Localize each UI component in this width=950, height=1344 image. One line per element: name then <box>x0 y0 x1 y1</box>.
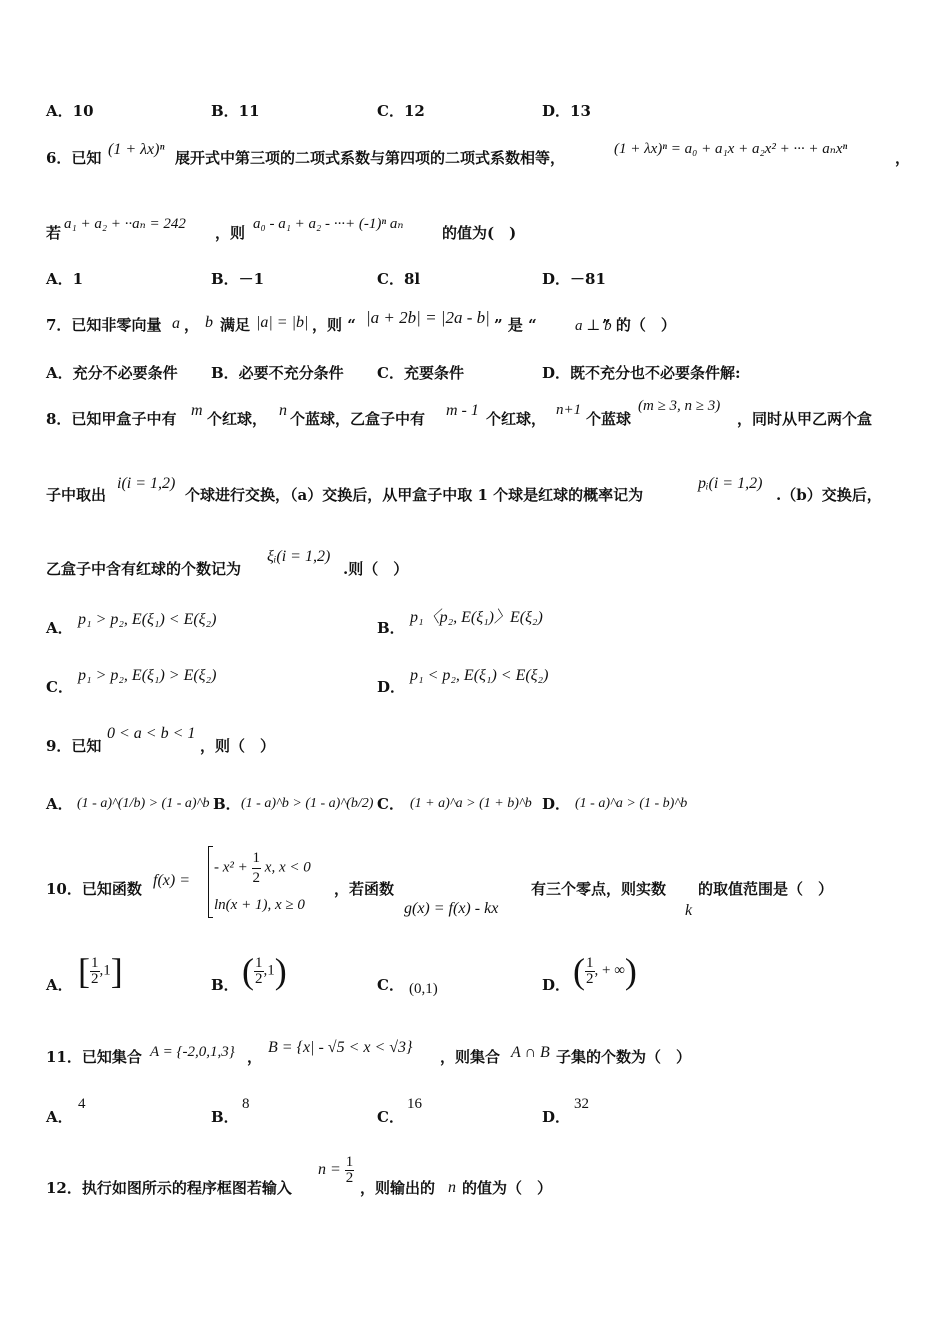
q6-option-d: D．－81 <box>542 270 606 288</box>
q10-option-b <box>242 953 287 989</box>
q12-mid: ，则输出的 <box>360 1179 436 1197</box>
q8-option-c-label: C． <box>46 678 73 696</box>
q11-option-b-label: B． <box>211 1108 239 1126</box>
q8-m-minus-1: m - 1 <box>446 402 479 419</box>
q6-option-a: A．1 <box>46 270 84 288</box>
q8-cond: (m ≥ 3, n ≥ 3) <box>638 398 721 414</box>
q10-mid2: 有三个零点，则实数 <box>531 880 667 898</box>
q7-perp: a ⊥ b <box>575 318 612 334</box>
q12-input <box>318 1155 354 1186</box>
q9-option-a: (1 - a)^(1/b) > (1 - a)^b <box>77 796 210 811</box>
q9-cond: 0 < a < b < 1 <box>107 725 196 742</box>
q7-sep: ， <box>184 316 200 334</box>
q10-d-half: $\frac{1}{2}$ <box>586 954 594 987</box>
q10-d-right-paren: ) <box>624 951 637 991</box>
q10-mid: ，若函数 <box>334 880 395 898</box>
q6-prefix: 6．已知 <box>46 149 102 167</box>
q9-option-c: (1 + a)^a > (1 + b)^b <box>410 796 532 811</box>
q8-t3: 个红球， <box>486 410 547 428</box>
q7-text2: ，则 “ <box>312 316 356 334</box>
q8-option-d-label: D． <box>377 678 406 696</box>
q6-line2-mid: ，则 <box>215 224 246 242</box>
q8-t4: 个蓝球 <box>586 410 632 428</box>
q8-t5: ，同时从甲乙两个盒 <box>737 410 873 428</box>
q8-t2: 个蓝球，乙盒子中有 <box>290 410 426 428</box>
q11-option-d-label: D． <box>542 1108 571 1126</box>
q12-n: n <box>448 1179 456 1196</box>
q11-option-b: 8 <box>242 1096 250 1112</box>
q8-n: n <box>279 402 287 419</box>
q8-prefix: 8．已知甲盒子中有 <box>46 410 177 428</box>
q10-option-d-label: D． <box>542 976 571 994</box>
q11-suffix: 子集的个数为（ ） <box>556 1048 692 1066</box>
q10-option-b-label: B． <box>211 976 239 994</box>
q10-option-c: (0,1) <box>409 981 438 997</box>
q10-k: k <box>685 902 693 919</box>
q8-line3-suffix: .则（ ） <box>343 560 409 578</box>
q8-line2-prefix: 子中取出 <box>46 486 107 504</box>
q10-a-left-bracket: [ <box>78 951 90 991</box>
q10-option-a-label: A． <box>46 976 73 994</box>
q5-option-b: B．11 <box>211 102 260 120</box>
q9-prefix: 9．已知 <box>46 737 102 755</box>
q11-sep: ， <box>247 1048 263 1066</box>
q11-set-b: B = {x| - √5 < x < √3} <box>268 1039 413 1056</box>
q12-num: 1 <box>345 1154 354 1170</box>
q10-fx: f(x) = <box>153 872 190 889</box>
q6-option-c: C．8l <box>377 270 421 288</box>
q11-prefix: 11．已知集合 <box>46 1048 142 1066</box>
q8-option-a-label: A． <box>46 619 73 637</box>
q10-gx: g(x) = f(x) - kx <box>404 900 499 917</box>
q7-cond: |a| = |b| <box>256 314 309 331</box>
q8-xi-i: ξᵢ(i = 1,2) <box>267 548 331 565</box>
q6-line2-suffix: 的值为( ) <box>442 224 517 242</box>
q6-text: 展开式中第三项的二项式系数与第四项的二项式系数相等， <box>175 149 566 167</box>
q9-option-d-label: D． <box>542 795 571 813</box>
q10-case1-b: x, x < 0 <box>264 859 311 876</box>
q7-option-c: C．充要条件 <box>377 364 464 382</box>
q8-option-d: p₁ < p₂, E(ξ₁) < E(ξ₂) <box>410 667 549 684</box>
q5-option-a: A．10 <box>46 102 94 120</box>
q12-half <box>345 1155 355 1186</box>
q11-option-a-label: A． <box>46 1108 73 1126</box>
q6-line2-prefix: 若 <box>46 224 62 242</box>
q10-half <box>252 849 262 888</box>
q12-den: 2 <box>345 1170 354 1186</box>
q11-mid: ，则集合 <box>440 1048 501 1066</box>
q10-a-one: ,1 <box>99 962 111 979</box>
q7-text3: ” 是 “ <box>494 316 537 334</box>
q8-line2-suffix: .（b）交换后， <box>776 486 882 504</box>
q10-half-den: 2 <box>252 869 261 886</box>
q10-a-right-bracket: ] <box>110 951 123 991</box>
q5-option-d: D．13 <box>542 102 591 120</box>
q8-option-b: p₁〈p₂, E(ξ₁)〉E(ξ₂) <box>410 609 543 626</box>
q10-a-half: $\frac{1}{2}$ <box>91 954 99 987</box>
q10-option-d <box>573 953 637 989</box>
q7-text1: 满足 <box>220 316 251 334</box>
q10-d-inf: , + ∞ <box>594 962 625 979</box>
q9-option-b: (1 - a)^b > (1 - a)^(b/2) <box>241 796 374 811</box>
q11-intersection: A ∩ B <box>511 1044 550 1061</box>
q6-sum: a₁ + a₂ + ··aₙ = 242 <box>64 216 186 232</box>
q12-suffix: 的值为（ ） <box>462 1179 553 1197</box>
q10-option-a <box>78 953 123 989</box>
q8-option-b-label: B． <box>377 619 405 637</box>
q6-comma: ， <box>895 149 911 167</box>
q8-option-c: p₁ > p₂, E(ξ₁) > E(ξ₂) <box>78 667 217 684</box>
q8-i-cond: i(i = 1,2) <box>117 475 176 492</box>
q10-b-right-paren: ) <box>274 951 287 991</box>
q8-n-plus-1: n+1 <box>556 402 582 418</box>
q7-suffix: ” 的（ ） <box>602 316 676 334</box>
q10-case1 <box>214 849 311 888</box>
q7-option-d: D．既不充分也不必要条件解: <box>542 364 741 382</box>
q10-option-c-label: C． <box>377 976 404 994</box>
q12-prefix: 12．执行如图所示的程序框图若输入 <box>46 1179 292 1197</box>
q7-vector-a: a <box>172 315 180 332</box>
q10-case2: ln(x + 1), x ≥ 0 <box>214 897 305 913</box>
q7-option-a: A．充分不必要条件 <box>46 364 178 382</box>
q7-norm-eq: |a + 2b| = |2a - b| <box>366 308 490 327</box>
q10-b-left-paren: ( <box>242 951 254 991</box>
q7-vector-b: b <box>205 314 213 331</box>
q9-option-a-label: A． <box>46 795 73 813</box>
q9-option-d: (1 - a)^a > (1 - b)^b <box>575 796 688 811</box>
q8-line2-mid: 个球进行交换，（a）交换后，从甲盒子中取 1 个球是红球的概率记为 <box>185 486 644 504</box>
q6-alt-sum: a₀ - a₁ + a₂ - ···+ (-1)ⁿ aₙ <box>253 216 404 232</box>
q10-b-half: $\frac{1}{2}$ <box>255 954 263 987</box>
q10-brace <box>208 846 213 918</box>
q10-d-left-paren: ( <box>573 951 585 991</box>
q11-set-a: A = {-2,0,1,3} <box>150 1044 235 1060</box>
q11-option-c-label: C． <box>377 1108 404 1126</box>
q9-suffix: ，则（ ） <box>200 737 276 755</box>
q8-p-i: pᵢ(i = 1,2) <box>698 475 763 492</box>
q6-expansion: (1 + λx)ⁿ = a₀ + a₁x + a₂x² + ··· + aₙxⁿ <box>614 141 848 157</box>
q10-half-num: 1 <box>252 849 262 869</box>
q9-option-c-label: C． <box>377 795 404 813</box>
q10-suffix: 的取值范围是（ ） <box>698 880 834 898</box>
q6-binomial: (1 + λx)ⁿ <box>108 141 165 158</box>
q6-option-b: B．－1 <box>211 270 265 288</box>
q9-option-b-label: B． <box>213 795 241 813</box>
q7-option-b: B．必要不充分条件 <box>211 364 344 382</box>
q11-option-c: 16 <box>407 1096 422 1112</box>
q8-option-a: p₁ > p₂, E(ξ₁) < E(ξ₂) <box>78 611 217 628</box>
q10-b-one: ,1 <box>263 962 275 979</box>
q8-line3-prefix: 乙盒子中含有红球的个数记为 <box>46 560 242 578</box>
q8-t1: 个红球， <box>207 410 268 428</box>
q12-n-eq: n = <box>318 1161 341 1179</box>
q10-prefix: 10．已知函数 <box>46 880 142 898</box>
q11-option-a: 4 <box>78 1096 86 1112</box>
q5-option-c: C．12 <box>377 102 425 120</box>
q10-case1-a: - x² + <box>214 859 248 876</box>
q8-m: m <box>191 402 203 419</box>
q7-prefix: 7．已知非零向量 <box>46 316 162 334</box>
q11-option-d: 32 <box>574 1096 589 1112</box>
